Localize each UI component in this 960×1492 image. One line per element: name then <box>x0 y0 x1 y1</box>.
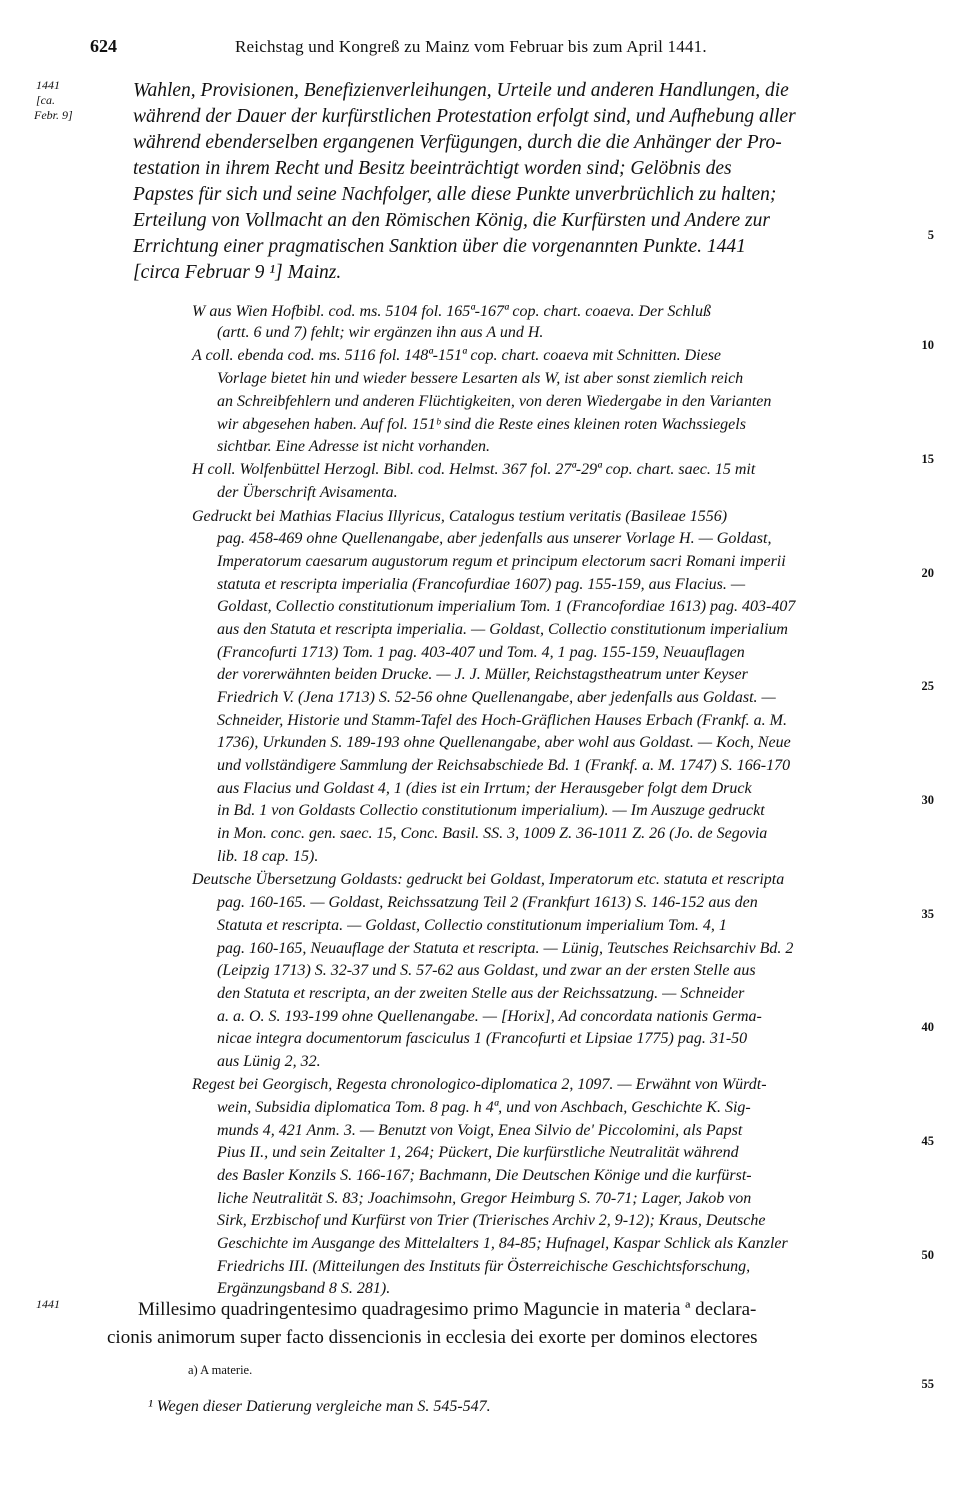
description-line: pag. 458-469 ohne Quellenangabe, aber jedenfalls aus unserer Vorlage H. — Goldast, <box>217 530 772 547</box>
description-line: Deutsche Übersetzung Goldasts: gedruckt bei Goldast, Imperatorum etc. statuta et rescripta <box>192 871 785 888</box>
description-line: pag. 160-165. — Goldast, Reichssatzung Teil 2 (Frankfurt 1613) S. 146-152 aus den <box>217 894 758 911</box>
description-line: Statuta et rescripta. — Goldast, Collectio constitutionum imperialium Tom. 4, 1 <box>217 917 727 934</box>
line-number: 25 <box>921 679 934 693</box>
description-line: Schneider, Historie und Stamm-Tafel des Hoch-Gräflichen Hauses Erbach (Frankf. a. M. <box>217 712 787 729</box>
description-line: a. a. O. S. 193-199 ohne Quellenangabe. — [Horix], Ad concordata nationis Germa- <box>217 1008 762 1025</box>
line-number: 30 <box>921 793 934 807</box>
description-line: Regest bei Georgisch, Regesta chronologico-diplomatica 2, 1097. — Erwähnt von Würdt- <box>192 1076 767 1093</box>
description-line: Gedruckt bei Mathias Flacius Illyricus, Catalogus testium veritatis (Basileae 1556) <box>192 508 728 525</box>
line-number: 15 <box>921 452 934 466</box>
description-line: Ergänzungsband 8 S. 281). <box>217 1280 391 1297</box>
description-line: 1736), Urkunden S. 189-193 ohne Quellenangabe, aber wohl aus Goldast. — Koch, Neue <box>217 734 791 751</box>
description-line: aus den Statuta et rescripta imperialia. — Goldast, Collectio constitutionum imperialium <box>217 621 788 638</box>
description-line: aus Lünig 2, 32. <box>217 1053 321 1070</box>
line-number: 45 <box>921 1134 934 1148</box>
footnote: ¹ Wegen dieser Datierung vergleiche man S. 545-547. <box>148 1398 491 1415</box>
page-number: 624 <box>90 36 117 56</box>
description-line: wir abgesehen haben. Auf fol. 151ᵇ sind die Reste eines kleinen roten Wachssiegels <box>217 416 746 433</box>
text-line: Millesimo quadringentesimo quadragesimo primo Maguncie in materia ª declara- <box>138 1299 757 1320</box>
heading-line: während ebenderselben ergangenen Verfügungen, durch die die Anhänger der Pro- <box>133 132 782 153</box>
heading-line: [circa Februar 9 ¹] Mainz. <box>133 262 342 283</box>
heading-line: Papstes für sich und seine Nachfolger, alle diese Punkte unverbrüchlich zu halten; <box>133 184 777 205</box>
heading-line: Errichtung einer pragmatischen Sanktion über die vorgenannten Punkte. 1441 <box>133 236 746 257</box>
heading-line: während der Dauer der kurfürstlichen Protestation erfolgt sind, und Aufhebung aller <box>133 106 796 127</box>
text-line: cionis animorum super facto dissencionis in ecclesia dei exorte per dominos electores <box>107 1327 758 1348</box>
description-line: H coll. Wolfenbüttel Herzogl. Bibl. cod. Helmst. 367 fol. 27ª-29ª cop. chart. saec. 15 mit <box>192 461 756 478</box>
description-line: lib. 18 cap. 15). <box>217 848 319 865</box>
description-line: an Schreibfehlern und anderen Flüchtigkeiten, von deren Wiedergabe in den Varianten <box>217 393 772 410</box>
line-number: 20 <box>921 566 934 580</box>
description-line: W aus Wien Hofbibl. cod. ms. 5104 fol. 165ª-167ª cop. chart. coaeva. Der Schluß <box>192 303 711 320</box>
description-line: und vollständigere Sammlung der Reichsabschiede Bd. 1 (Frankf. a. M. 1747) S. 166-170 <box>217 757 791 774</box>
description-line: (Leipzig 1713) S. 32-37 und S. 57-62 aus Goldast, und zwar an der ersten Stelle aus <box>217 962 756 979</box>
description-line: (artt. 6 und 7) fehlt; wir ergänzen ihn aus A und H. <box>217 324 544 341</box>
description-line: statuta et rescripta imperialia (Francofurdiae 1607) pag. 155-159, aus Flacius. — <box>217 576 746 593</box>
line-number: 5 <box>927 228 934 242</box>
description-line: wein, Subsidia diplomatica Tom. 8 pag. h 4ª, und von Aschbach, Geschichte K. Sig- <box>217 1099 751 1116</box>
line-number: 55 <box>921 1377 934 1391</box>
margin-date-text: 1441 <box>36 1297 60 1311</box>
description-line: der Überschrift Avisamenta. <box>217 484 398 501</box>
description-line: liche Neutralität S. 83; Joachimsohn, Gregor Heimburg S. 70-71; Lager, Jakob von <box>217 1190 752 1207</box>
running-title: Reichstag und Kongreß zu Mainz vom Februar bis zum April 1441. <box>235 37 707 56</box>
description-line: Sirk, Erzbischof und Kurfürst von Trier (Trierisches Archiv 2, 9-12); Kraus, Deutsche <box>217 1212 766 1229</box>
line-number: 40 <box>921 1020 934 1034</box>
description-line: in Mon. conc. gen. saec. 15, Conc. Basil. SS. 3, 1009 Z. 36-1011 Z. 26 (Jo. de Segovia <box>217 825 768 842</box>
description-line: Geschichte im Ausgange des Mittelalters 1, 84-85; Hufnagel, Kaspar Schlick als Kanzler <box>217 1235 788 1252</box>
description-line: nicae integra documentorum fasciculus 1 (Francofurti et Lipsiae 1775) pag. 31-50 <box>217 1030 748 1047</box>
heading-line: Wahlen, Provisionen, Benefizienverleihungen, Urteile und anderen Handlungen, die <box>133 80 789 101</box>
description-line: Friedrich V. (Jena 1713) S. 52-56 ohne Quellenangabe, aber jedenfalls aus Goldast. — <box>217 689 776 706</box>
description-line: aus Flacius und Goldast 4, 1 (dies ist ein Irrtum; der Herausgeber folgt dem Druck <box>217 780 752 797</box>
description-line: munds 4, 421 Anm. 3. — Benutzt von Voigt, Enea Silvio de' Piccolomini, als Papst <box>217 1122 743 1139</box>
description-line: sichtbar. Eine Adresse ist nicht vorhanden. <box>217 438 491 455</box>
description-line: Friedrichs III. (Mitteilungen des Instituts für Österreichische Geschichtsforschung, <box>217 1258 751 1275</box>
line-number: 35 <box>921 907 934 921</box>
margin-date-circa: [ca. <box>36 93 55 107</box>
description-line: in Bd. 1 von Goldasts Collectio constitutionum imperialium). — Im Auszuge gedruckt <box>217 802 765 819</box>
apparatus-note: a) A materie. <box>188 1363 253 1377</box>
margin-date-year: 1441 <box>36 78 60 92</box>
description-line: Vorlage bietet hin und wieder bessere Lesarten als W, ist aber sonst ziemlich reich <box>217 370 744 387</box>
description-line: den Statuta et rescripta, an der zweiten Stelle aus der Reichssatzung. — Schneider <box>217 985 745 1002</box>
margin-date-day: Febr. 9] <box>34 108 73 122</box>
description-line: Pius II., und sein Zeitalter 1, 264; Pückert, Die kurfürstliche Neutralität während <box>217 1144 739 1161</box>
description-line: (Francofurti 1713) Tom. 1 pag. 403-407 und Tom. 4, 1 pag. 155-159, Neuauflagen <box>217 644 745 661</box>
description-line: der vorerwähnten beiden Drucke. — J. J. Müller, Reichstagstheatrum unter Keyser <box>217 666 748 683</box>
description-line: Goldast, Collectio constitutionum imperialium Tom. 1 (Francofordiae 1613) pag. 403-407 <box>217 598 796 615</box>
heading-line: Erteilung von Vollmacht an den Römischen König, die Kurfürsten und Andere zur <box>133 210 770 231</box>
description-line: A coll. ebenda cod. ms. 5116 fol. 148ª-151ª cop. chart. coaeva mit Schnitten. Diese <box>192 347 722 364</box>
line-number: 50 <box>921 1248 934 1262</box>
description-line: Imperatorum caesarum augustorum regum et principum electorum sacri Romani imperii <box>217 553 786 570</box>
description-line: des Basler Konzils S. 166-167; Bachmann, Die Deutschen Könige und die kurfürst- <box>217 1167 752 1184</box>
line-number: 10 <box>921 338 934 352</box>
heading-line: testation in ihrem Recht und Besitz beeinträchtigt worden sind; Gelöbnis des <box>133 158 732 179</box>
description-line: pag. 160-165, Neuauflage der Statuta et rescripta. — Lünig, Teutsches Reichsarchiv Bd. 2 <box>217 940 794 957</box>
